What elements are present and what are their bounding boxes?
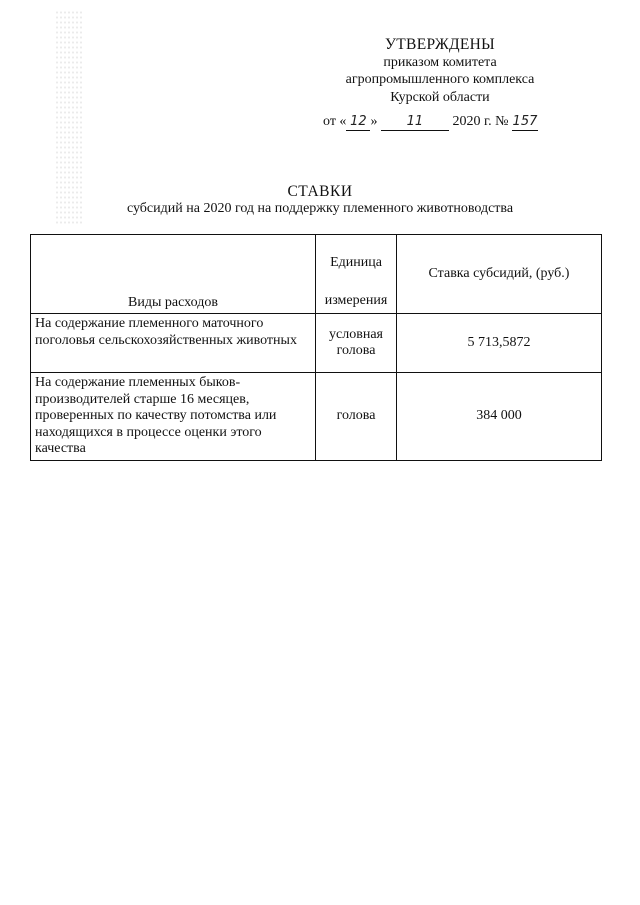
row-description: На содержание племенных быков-производителей старше 16 месяцев, проверенных по качеству потомства или находящихся в процессе оценки этого качества bbox=[31, 373, 316, 461]
approval-line-3: Курской области bbox=[390, 89, 490, 105]
document-title: СТАВКИ bbox=[287, 183, 353, 200]
date-day-suffix: » bbox=[370, 114, 378, 129]
approval-line-1: приказом комитета bbox=[383, 54, 497, 70]
row-description: На содержание племенного маточного поголовья сельскохозяйственных животных bbox=[31, 314, 316, 373]
row-rate: 384 000 bbox=[397, 373, 602, 461]
header-unit bbox=[316, 235, 397, 314]
table-row bbox=[31, 314, 602, 373]
approval-stamp-block bbox=[310, 36, 570, 106]
row-rate: 5 713,5872 bbox=[397, 314, 602, 373]
header-unit-top: Единица bbox=[330, 255, 382, 270]
row-unit: условная голова bbox=[316, 314, 397, 373]
document-subtitle: субсидий на 2020 год на поддержку племенного животноводства bbox=[126, 201, 514, 216]
date-month: 11 bbox=[381, 114, 449, 131]
header-unit-bottom: измерения bbox=[324, 292, 388, 308]
date-day: 12 bbox=[346, 114, 370, 131]
approval-heading: УТВЕРЖДЕНЫ bbox=[385, 36, 495, 53]
table-row bbox=[31, 373, 602, 461]
approval-date-line bbox=[323, 114, 538, 131]
subsidy-rates-table bbox=[30, 234, 602, 461]
approval-line-2: агропромышленного комплекса bbox=[345, 72, 535, 87]
order-number: 157 bbox=[512, 114, 538, 129]
table-header-row bbox=[31, 235, 602, 314]
date-prefix: от « bbox=[323, 114, 347, 129]
header-rate: Ставка субсидий, (руб.) bbox=[397, 235, 602, 314]
row-unit: голова bbox=[316, 373, 397, 461]
header-expense-type: Виды расходов bbox=[31, 235, 316, 314]
date-year: 2020 г. № bbox=[452, 114, 509, 129]
